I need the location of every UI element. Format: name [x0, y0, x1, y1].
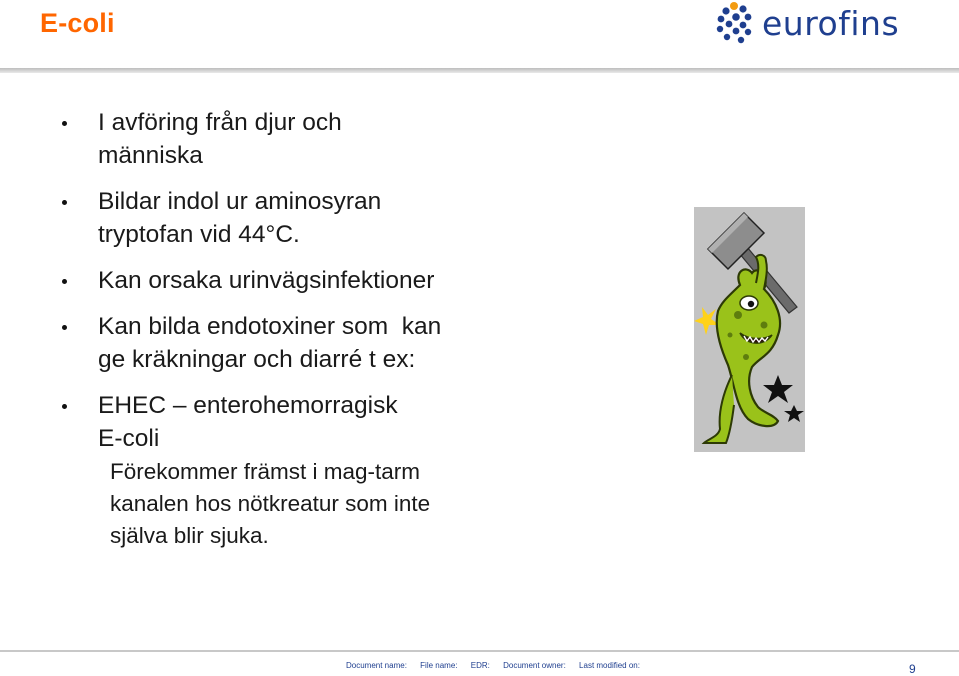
sub-paragraph-line: själva blir sjuka. — [110, 523, 269, 548]
bullet-text: Bildar indol ur aminosyran — [98, 188, 382, 215]
footer-document-owner: Document owner: — [503, 661, 566, 670]
header-divider — [0, 68, 959, 73]
bullet-item — [60, 185, 620, 251]
footer-edr: EDR: — [470, 661, 490, 670]
bullet-text: människa — [98, 142, 203, 169]
bullet-text: I avföring från djur och — [98, 109, 342, 136]
bullet-text: Kan orsaka urinvägsinfektioner — [98, 267, 435, 294]
bullet-item — [60, 389, 620, 455]
bullet-text: ge kräkningar och diarré t ex: — [98, 346, 416, 373]
bullet-dot-icon — [62, 404, 67, 409]
footer-last-modified: Last modified on: — [579, 661, 640, 670]
bullet-text: EHEC – enterohemorragisk — [98, 392, 398, 419]
bullet-dot-icon — [62, 200, 67, 205]
footer-metadata — [346, 661, 651, 670]
slide-title: E-coli — [40, 8, 115, 38]
footer-document-name: Document name: — [346, 661, 407, 670]
footer-file-name: File name: — [420, 661, 458, 670]
bullet-list — [60, 106, 620, 468]
bullet-text: tryptofan vid 44°C. — [98, 221, 300, 248]
eurofins-logo-icon — [712, 0, 760, 48]
sub-paragraph — [110, 456, 430, 552]
bullet-dot-icon — [62, 279, 67, 284]
eurofins-logo — [712, 0, 927, 50]
page-number: 9 — [909, 662, 916, 676]
bullet-text: Kan bilda endotoxiner som kan — [98, 313, 442, 340]
bullet-text: E-coli — [98, 425, 160, 452]
bullet-dot-icon — [62, 325, 67, 330]
sub-paragraph-line: kanalen hos nötkreatur som inte — [110, 491, 431, 516]
logo-wordmark: eurofins — [762, 4, 900, 43]
germ-with-hammer-icon — [694, 207, 805, 452]
bullet-item — [60, 106, 620, 172]
bullet-item — [60, 310, 620, 376]
bullet-dot-icon — [62, 121, 67, 126]
bullet-item — [60, 264, 620, 297]
sub-paragraph-line: Förekommer främst i mag-tarm — [110, 459, 421, 484]
footer-divider — [0, 650, 959, 652]
